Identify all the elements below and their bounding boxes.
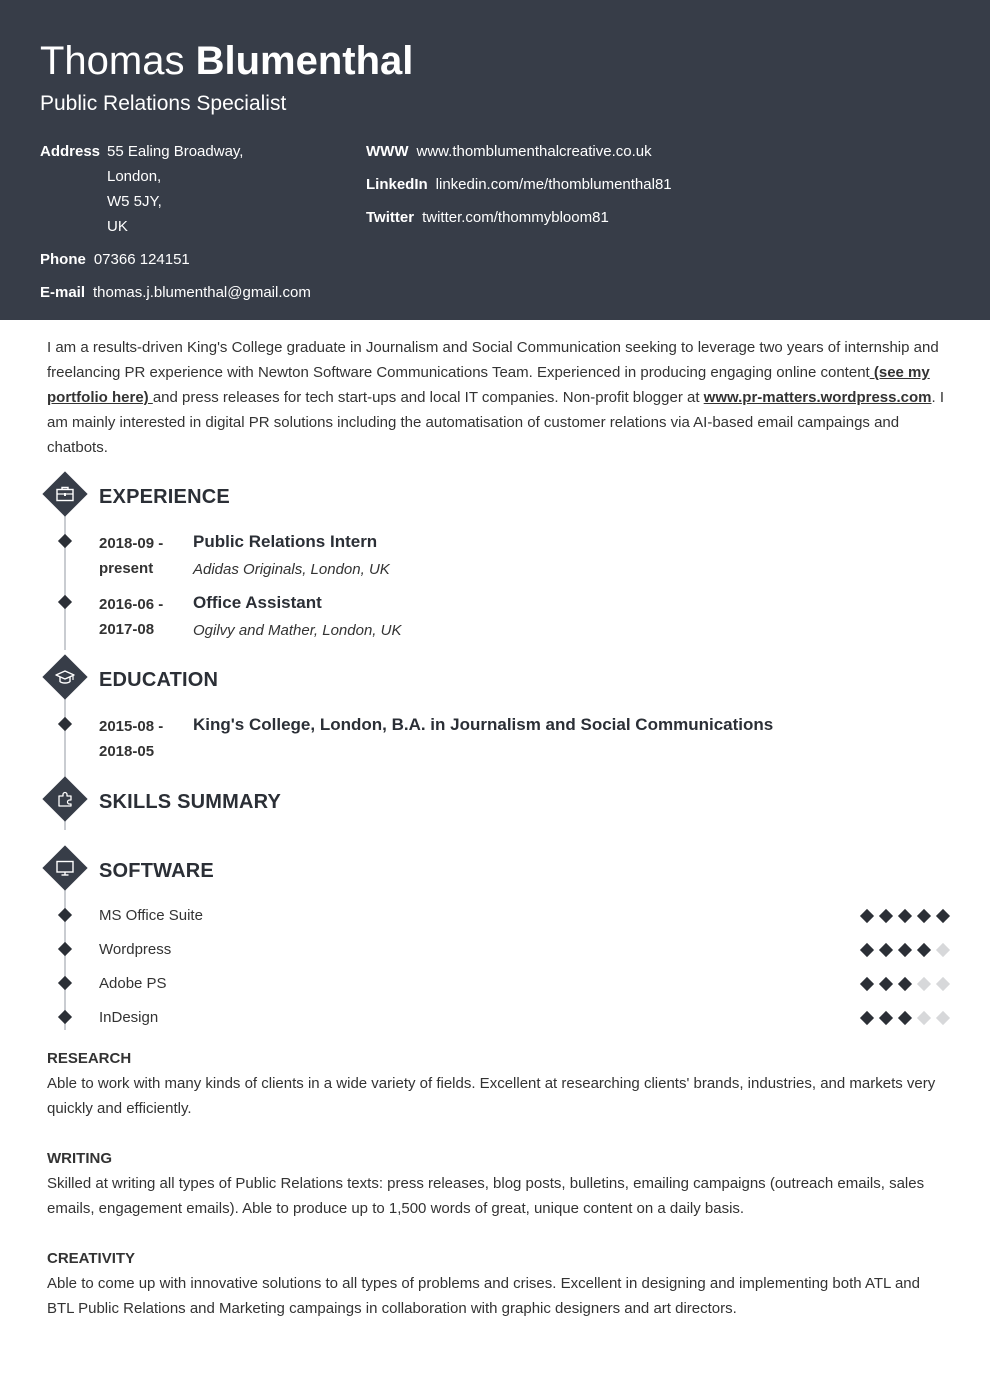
phone-label: Phone (40, 251, 86, 268)
rating-diamond-filled (860, 1011, 874, 1025)
skill-rating (860, 943, 950, 957)
rating-diamond-empty (936, 1011, 950, 1025)
date-end: present (99, 560, 154, 577)
date-start: 2018-09 - (99, 535, 164, 552)
rating-diamond-filled (860, 909, 874, 923)
date-end: 2017-08 (99, 621, 155, 638)
summary-text: and press releases for tech start-ups and local IT companies. Non-profit blogger at (152, 389, 704, 406)
email-row (40, 280, 311, 305)
timeline-bullet (58, 976, 72, 990)
profile-summary (47, 335, 947, 460)
rating-diamond-filled (860, 977, 874, 991)
resume-header (0, 0, 990, 320)
timeline-line (64, 500, 66, 650)
rating-diamond-filled (936, 909, 950, 923)
puzzle-icon (42, 776, 87, 821)
education-date (99, 714, 163, 764)
email-label: E-mail (40, 284, 86, 301)
rating-diamond-filled (898, 977, 912, 991)
degree-title: King's College, London, B.A. in Journalism and Social Communications (193, 715, 774, 734)
rating-diamond-empty (917, 1011, 931, 1025)
timeline-bullet (58, 908, 72, 922)
summary-text: I am a results-driven King's College graduate in Journalism and Social Communication seeking to leverage two years of internship and freelancing PR experience with Newton Software Communications Team. Experienced in producing engaging online content (47, 339, 939, 381)
rating-diamond-filled (879, 1011, 893, 1025)
email-value[interactable]: thomas.j.blumenthal@gmail.com (93, 284, 311, 301)
full-name (40, 38, 413, 84)
timeline-bullet (58, 595, 72, 609)
twitter-label: Twitter (366, 209, 415, 226)
software-name: InDesign (99, 1009, 159, 1026)
rating-diamond-empty (917, 977, 931, 991)
software-name: MS Office Suite (99, 907, 203, 924)
rating-diamond-filled (879, 909, 893, 923)
skill-description: Able to come up with innovative solutions to all types of problems and crises. Excellent in designing and implementing both ATL and BTL Public Relations and Marketing campaings in collaboration with graphic designers and art directors. (47, 1275, 920, 1317)
rating-diamond-empty (936, 943, 950, 957)
education-heading: EDUCATION (99, 669, 219, 691)
skill-heading: RESEARCH (47, 1050, 132, 1067)
briefcase-icon (42, 471, 87, 516)
experience-date (99, 531, 163, 581)
www-label: WWW (366, 143, 409, 160)
experience-heading: EXPERIENCE (99, 486, 230, 508)
linkedin-label: LinkedIn (366, 176, 428, 193)
skill-heading: WRITING (47, 1150, 112, 1167)
software-heading: SOFTWARE (99, 860, 214, 882)
address-value (107, 139, 243, 239)
software-name: Adobe PS (99, 975, 167, 992)
linkedin-row (366, 172, 672, 197)
rating-diamond-filled (898, 943, 912, 957)
date-end: 2018-05 (99, 743, 155, 760)
twitter-value[interactable]: twitter.com/thommybloom81 (422, 209, 609, 226)
job-title: Office Assistant (193, 593, 322, 612)
rating-diamond-filled (898, 909, 912, 923)
rating-diamond-filled (917, 943, 931, 957)
phone-value[interactable]: 07366 124151 (93, 251, 190, 268)
rating-diamond-filled (879, 977, 893, 991)
address-line: 55 Ealing Broadway, (107, 143, 244, 160)
software-name: Wordpress (99, 941, 172, 958)
skill-rating (860, 1011, 950, 1025)
date-start: 2015-08 - (99, 718, 164, 735)
job-role: Public Relations Specialist (40, 92, 287, 115)
timeline-bullet (58, 534, 72, 548)
job-title: Public Relations Intern (193, 532, 378, 551)
experience-date (99, 592, 163, 642)
job-company: Adidas Originals, London, UK (193, 561, 390, 578)
blog-link[interactable]: www.pr-matters.wordpress.com (703, 389, 932, 406)
rating-diamond-filled (898, 1011, 912, 1025)
skill-description: Skilled at writing all types of Public Relations texts: press releases, blog posts, bulletins, emailing campaigns (outreach emails, sales emails, engagement emails). Able to produce up to 1,500 words of great, unique content on a daily basis. (47, 1175, 925, 1217)
skill-rating (860, 977, 950, 991)
address-line: W5 5JY, (107, 193, 162, 210)
graduation-cap-icon (42, 654, 87, 699)
first-name: Thomas (40, 39, 185, 83)
twitter-row (366, 205, 609, 230)
linkedin-value[interactable]: linkedin.com/me/thomblumenthal81 (435, 176, 672, 193)
www-value[interactable]: www.thomblumenthalcreative.co.uk (416, 143, 652, 160)
monitor-icon (42, 845, 87, 890)
skills-summary-heading: SKILLS SUMMARY (99, 791, 282, 813)
rating-diamond-filled (879, 943, 893, 957)
address-line: UK (107, 218, 128, 235)
portfolio-link[interactable]: (see my portfolio here) (47, 364, 930, 406)
timeline-bullet (58, 717, 72, 731)
skill-description: Able to work with many kinds of clients in a wide variety of fields. Excellent at researching clients' brands, industries, and markets very quickly and efficiently. (47, 1075, 936, 1117)
job-company: Ogilvy and Mather, London, UK (193, 622, 402, 639)
www-row (366, 139, 652, 164)
timeline-bullet (58, 942, 72, 956)
address-line: London, (107, 168, 162, 185)
last-name: Blumenthal (195, 39, 414, 83)
rating-diamond-filled (917, 909, 931, 923)
skill-rating (860, 909, 950, 923)
timeline-bullet (58, 1010, 72, 1024)
address-label: Address (40, 143, 101, 160)
skill-heading: CREATIVITY (47, 1250, 136, 1267)
rating-diamond-filled (860, 943, 874, 957)
phone-row (40, 247, 190, 272)
date-start: 2016-06 - (99, 596, 164, 613)
rating-diamond-empty (936, 977, 950, 991)
summary-text: . I am mainly interested in digital PR solutions including the automatisation of customer relations via AI-based email campaings and chatbots. (47, 389, 945, 456)
